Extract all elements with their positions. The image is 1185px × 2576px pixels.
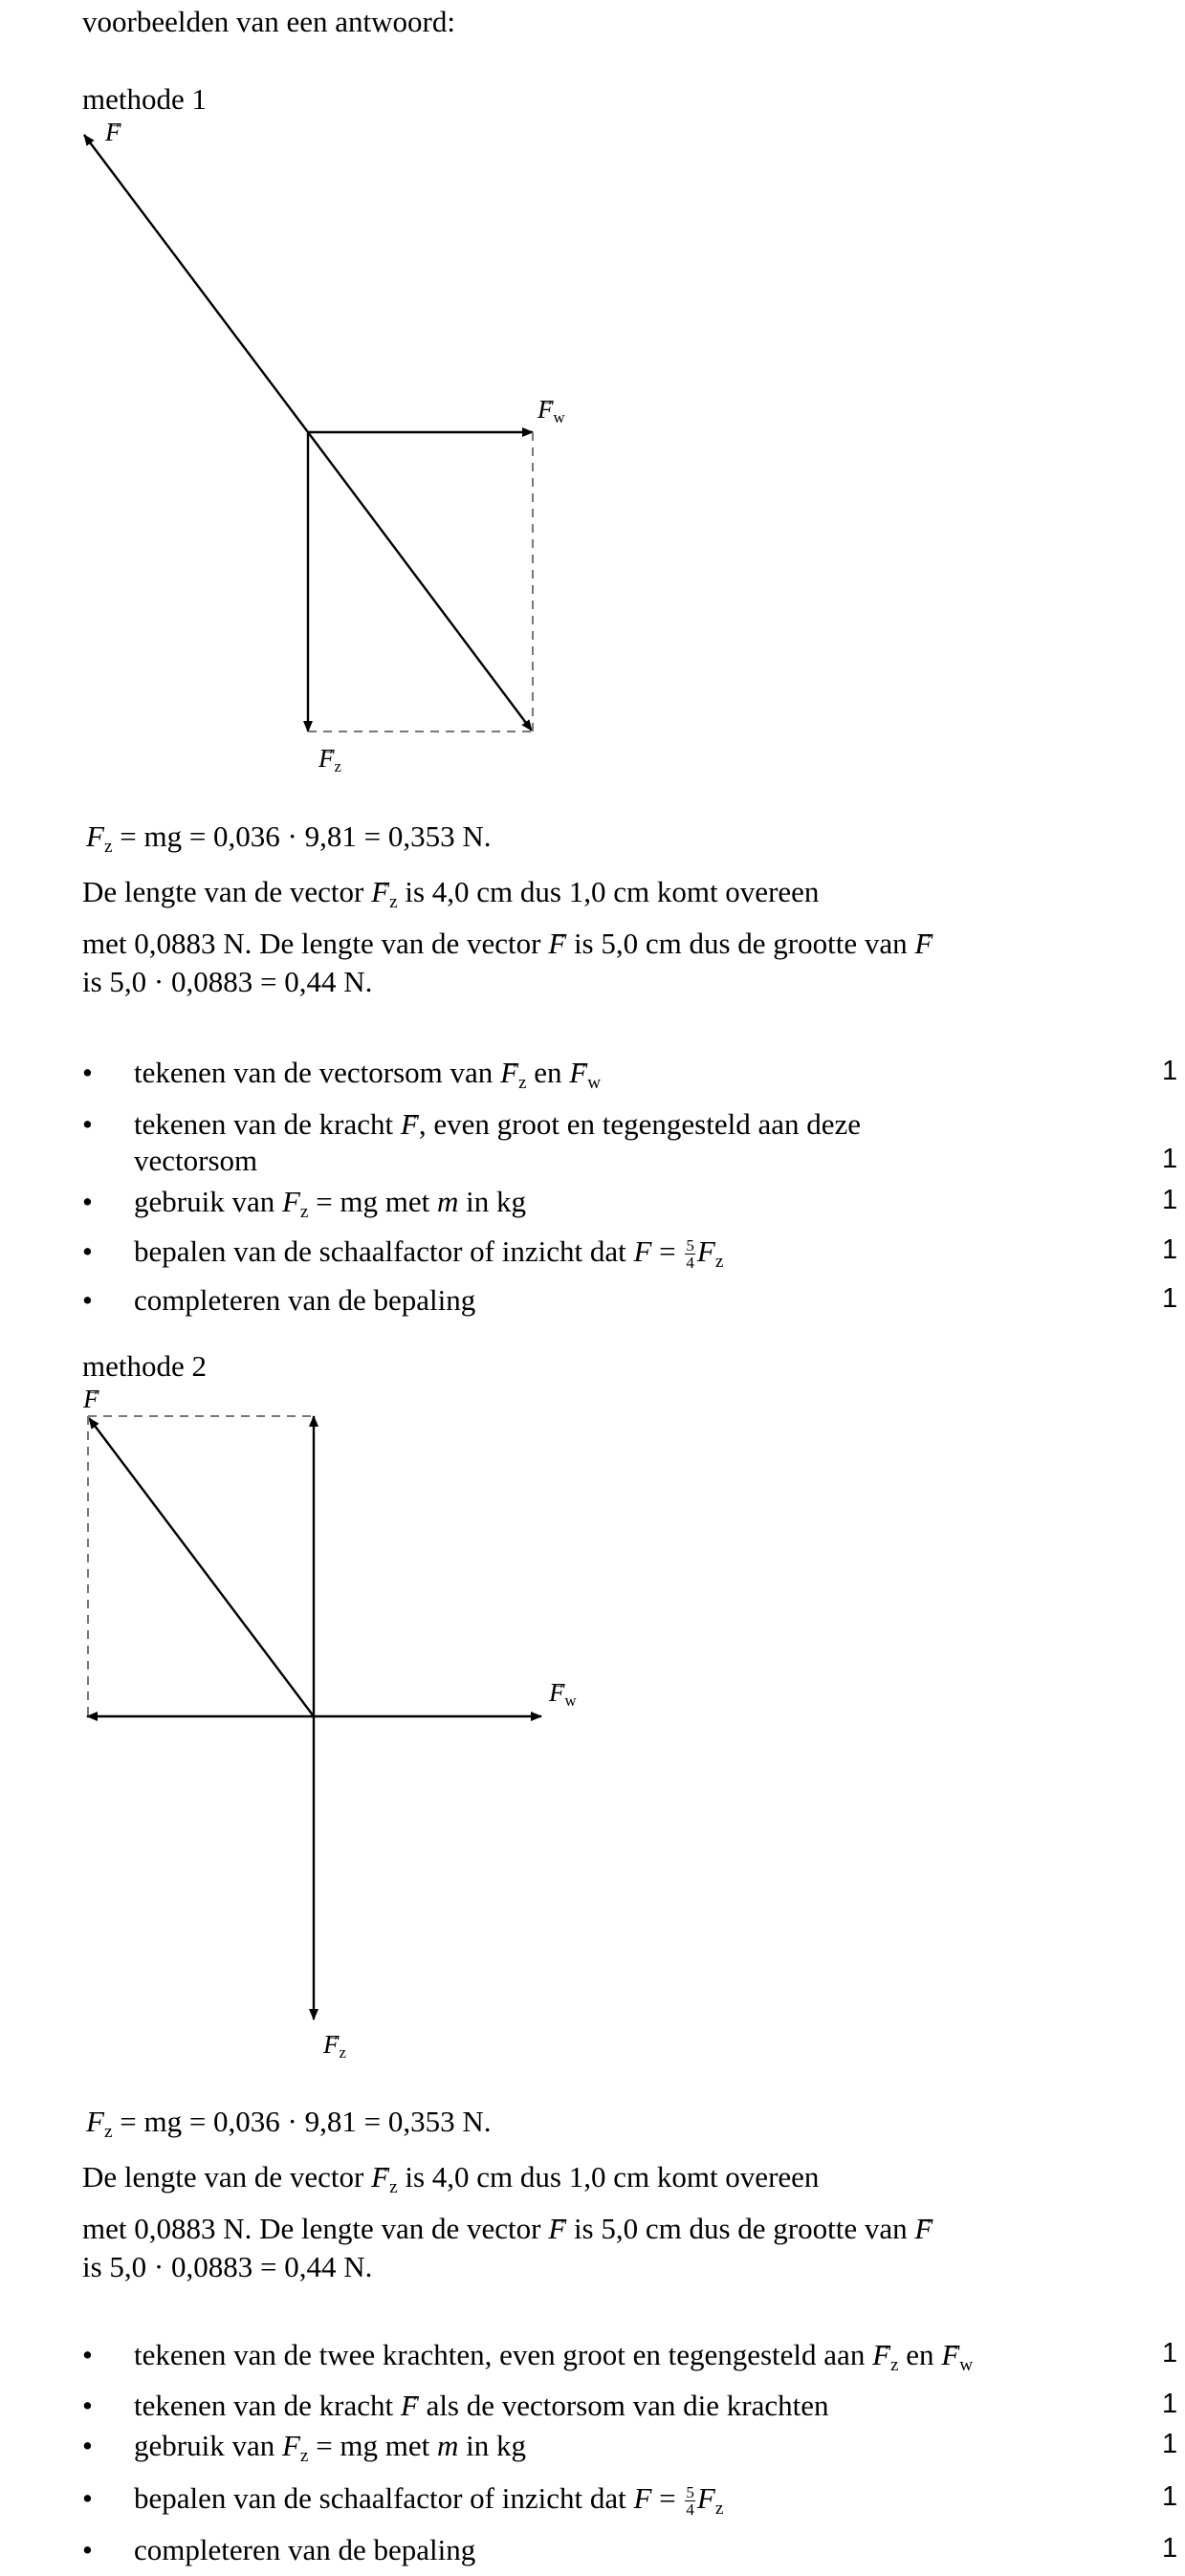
m1-criterion-2-cont: vectorsom bbox=[134, 1144, 258, 1177]
m1-criterion-1: tekenen van de vectorsom van → $F_z$ en → $F_w$ bbox=[134, 1055, 601, 1102]
bullet: • bbox=[82, 1234, 93, 1268]
m1-score-3: 1 bbox=[1162, 1185, 1178, 1215]
intro-text: voorbeelden van een antwoord: bbox=[82, 5, 455, 38]
m1-para-line3: is 5,0 · 0,0883 = 0,44 N. bbox=[82, 965, 373, 998]
m2-score-1: 1 bbox=[1162, 2338, 1178, 2369]
m2-score-5: 1 bbox=[1162, 2533, 1178, 2564]
m1-criterion-4: bepalen van de schaalfactor of inzicht dat F = $\frac{5}{4}$ $F_z$ bbox=[134, 1234, 724, 1273]
bullet: • bbox=[82, 1185, 93, 1218]
m1-equation: $F_z$ = mg = 0,036 · 9,81 = 0,353 N. bbox=[86, 819, 492, 857]
m2-label-Fz: → $F_z$ bbox=[323, 2032, 346, 2065]
m2-para-line3: is 5,0 · 0,0883 = 0,44 N. bbox=[82, 2250, 373, 2283]
m2-criterion-1: tekenen van de twee krachten, even groot en tegengesteld aan → $F_z$ en → $F_w$ bbox=[134, 2337, 973, 2384]
bullet: • bbox=[82, 2481, 93, 2515]
m1-vector-sum bbox=[308, 432, 532, 731]
bullet: • bbox=[82, 1056, 93, 1089]
m2-criterion-2: tekenen van de kracht → F als de vectorsom van die krachten bbox=[134, 2388, 828, 2424]
bullet: • bbox=[82, 2338, 93, 2371]
m1-label-Fw: → $F_w$ bbox=[538, 397, 565, 430]
m1-score-2: 1 bbox=[1162, 1144, 1178, 1174]
m2-criterion-3: gebruik van $F_z$ = mg met m in kg bbox=[134, 2429, 527, 2466]
m2-equation: $F_z$ = mg = 0,036 · 9,81 = 0,353 N. bbox=[86, 2105, 492, 2142]
m1-criterion-2: tekenen van de kracht → F, even groot en tegengesteld aan deze bbox=[134, 1106, 861, 1143]
m2-score-3: 1 bbox=[1162, 2429, 1178, 2459]
m2-para-line1: De lengte van de vector → $F_z$ is 4,0 cm dus 1,0 cm komt overeen bbox=[82, 2159, 819, 2206]
m2-vector-F bbox=[89, 1418, 314, 1716]
m1-label-Fz: → $F_z$ bbox=[318, 746, 341, 779]
bullet: • bbox=[82, 1107, 93, 1141]
m1-vector-F bbox=[84, 135, 308, 432]
bullet: • bbox=[82, 1283, 93, 1317]
m2-criterion-4: bepalen van de schaalfactor of inzicht dat F = $\frac{5}{4}$ $F_z$ bbox=[134, 2481, 724, 2520]
m2-criterion-5: completeren van de bepaling bbox=[134, 2533, 476, 2566]
method-2-diagram bbox=[87, 1416, 541, 2019]
m2-score-4: 1 bbox=[1162, 2481, 1178, 2512]
method-1-heading: methode 1 bbox=[82, 82, 207, 116]
bullet: • bbox=[82, 2533, 93, 2566]
m1-criterion-5: completeren van de bepaling bbox=[134, 1283, 476, 1317]
m1-score-1: 1 bbox=[1162, 1056, 1178, 1086]
m2-para-line2: met 0,0883 N. De lengte van de vector → F is 5,0 cm dus de grootte van → F bbox=[82, 2211, 933, 2247]
bullet: • bbox=[82, 2429, 93, 2462]
m2-score-2: 1 bbox=[1162, 2389, 1178, 2419]
method-2-heading: methode 2 bbox=[82, 1349, 207, 1383]
m2-label-F: → F bbox=[83, 1386, 99, 1412]
m1-score-4: 1 bbox=[1162, 1234, 1178, 1265]
m1-label-F: → F bbox=[105, 120, 121, 145]
bullet: • bbox=[82, 2389, 93, 2422]
m1-criterion-3: gebruik van $F_z$ = mg met m in kg bbox=[134, 1185, 527, 1222]
m1-para-line1: De lengte van de vector → $F_z$ is 4,0 cm dus 1,0 cm komt overeen bbox=[82, 874, 819, 921]
m2-label-Fw: → $F_w$ bbox=[549, 1680, 577, 1714]
m1-para-line2: met 0,0883 N. De lengte van de vector → F is 5,0 cm dus de grootte van → F bbox=[82, 926, 933, 962]
m1-score-5: 1 bbox=[1162, 1283, 1178, 1314]
